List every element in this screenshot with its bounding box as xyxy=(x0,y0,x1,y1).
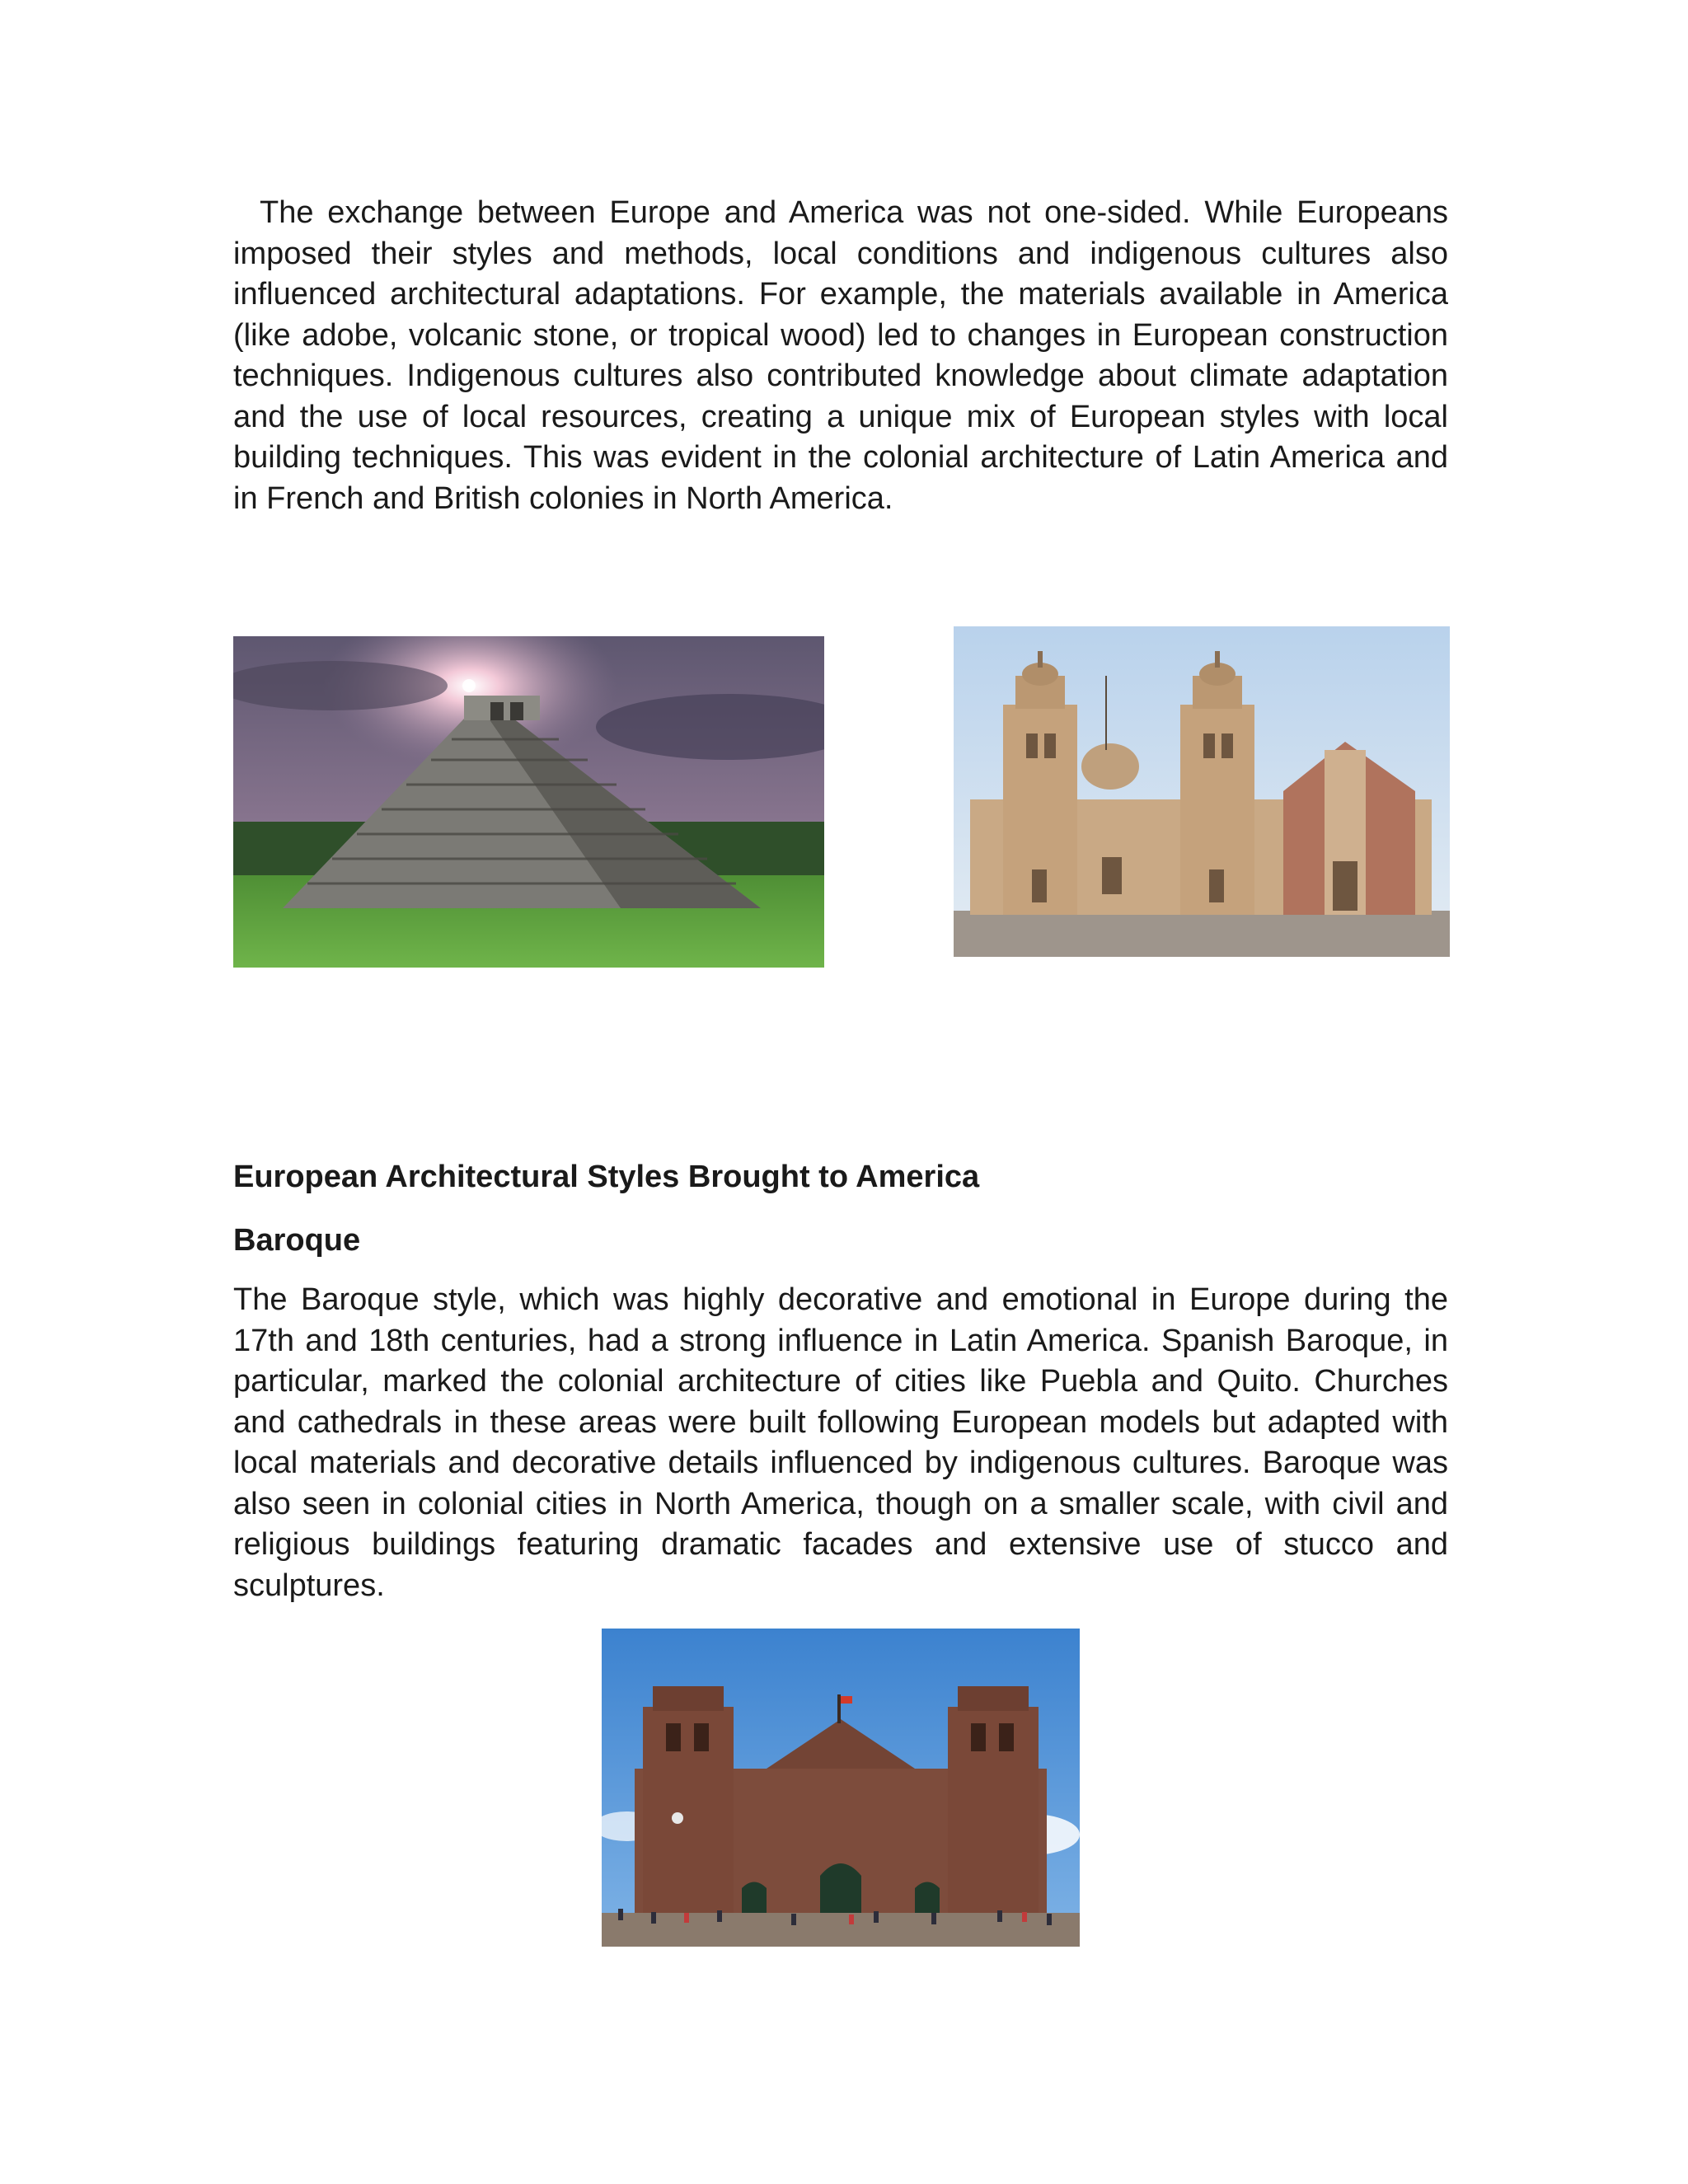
cathedral-photo xyxy=(954,626,1450,957)
baroque-paragraph: The Baroque style, which was highly decorative and emotional in Europe during the 17th and 18th centuries, had a strong influence in Latin America. Spanish Baroque, in particular, marked the colonial architecture of cities like Puebla and Quito. Churches and cathedrals in these areas were built following European models but adapted with local materials and decorative details influenced by indigenous cultures. Baroque was also seen in colonial cities in North America, though on a smaller scale, with civil and religious buildings featuring dramatic facades and extensive use of stucco and sculptures. xyxy=(233,1282,1448,1603)
pyramid-photo xyxy=(233,636,824,968)
intro-paragraph: The exchange between Europe and America was not one-sided. While Europeans imposed their styles and methods, local conditions and indigenous cultures also influenced architectural adaptations. For example, the materials available in America (like adobe, volcanic stone, or tropical wood) led to changes in European construction techniques. Indigenous cultures also contributed knowledge about climate adaptation and the use of local resources, creating a unique mix of European styles with local building techniques. This was evident in the colonial architecture of Latin America and in French and British colonies in North America. xyxy=(233,195,1448,516)
section-heading: European Architectural Styles Brought to America xyxy=(233,1160,980,1194)
cusco-cathedral-photo xyxy=(602,1629,1080,1947)
subheading-baroque: Baroque xyxy=(233,1223,361,1258)
